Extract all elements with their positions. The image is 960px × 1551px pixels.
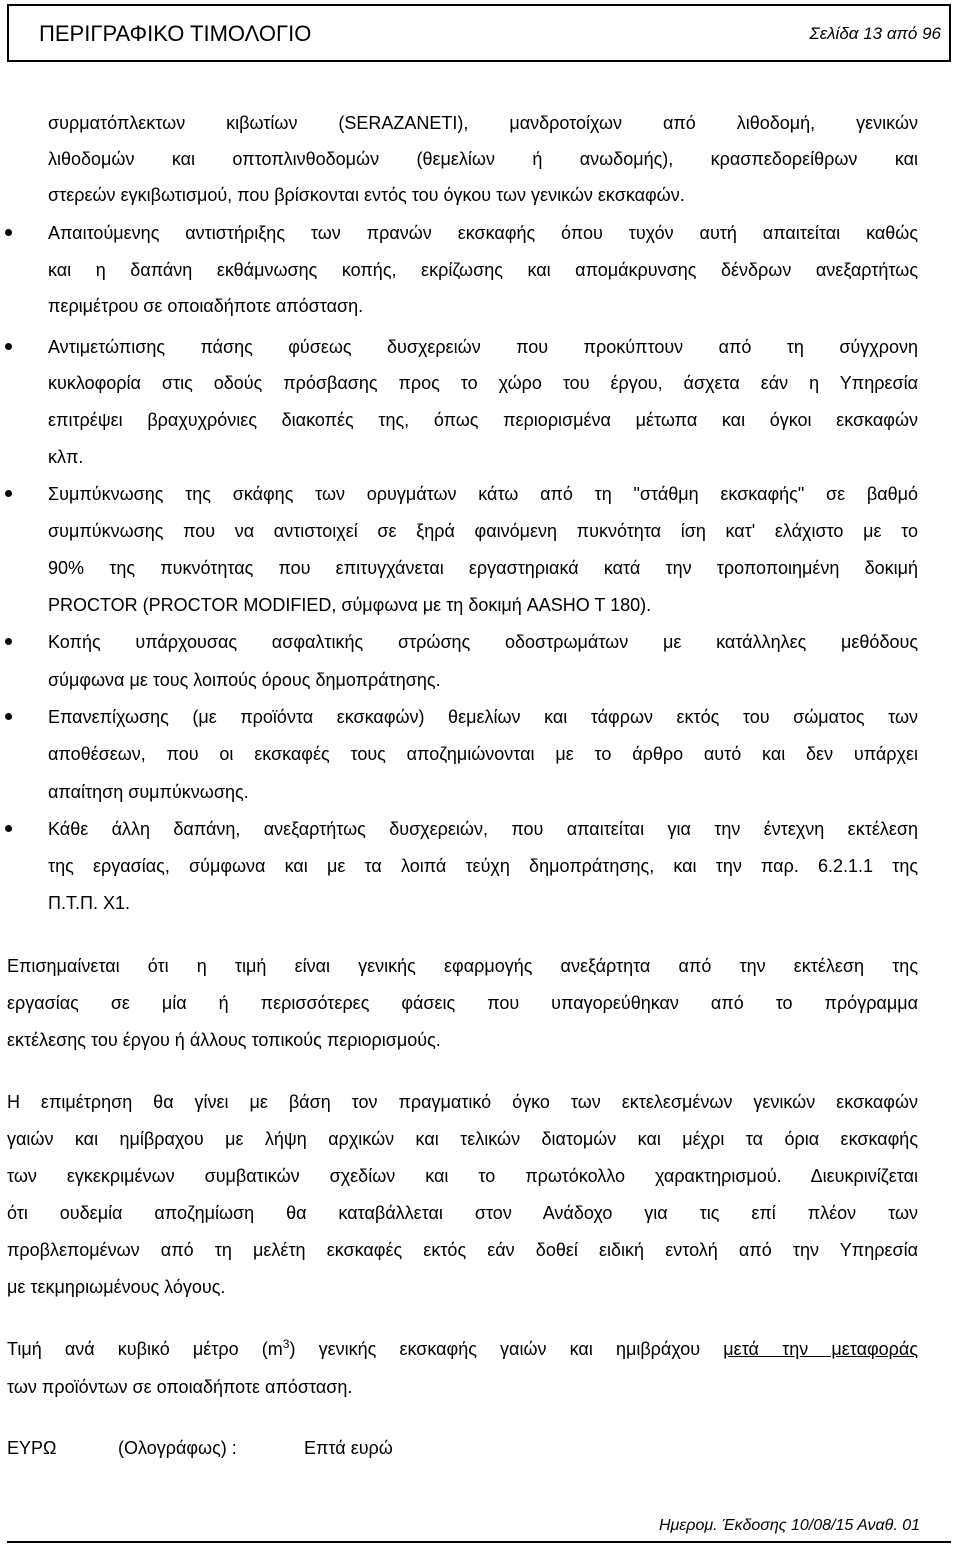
text-line: εργασίας σε μία ή περισσότερες φάσεις που υπαγορεύθηκαν από το πρόγραμμα [7,993,918,1013]
text-line: συμπύκνωσης που να αντιστοιχεί σε ξηρά φαινόμενη πυκνότητα ίση κατ' ελάχιστο με το [48,521,918,541]
text-line: Κοπής υπάρχουσας ασφαλτικής στρώσης οδοστρωμάτων με κατάλληλες μεθόδους [48,632,918,652]
text-line: των εγκεκριμένων συμβατικών σχεδίων και το πρωτόκολλο χαρακτηρισμού. Διευκρινίζεται [7,1166,918,1186]
bullet-icon [5,713,12,720]
document-title: ΠΕΡΙΓΡΑΦΙΚΟ ΤΙΜΟΛΟΓΙΟ [39,21,312,46]
text-line: κυκλοφορία στις οδούς πρόσβασης προς το χώρο του έργου, άσχετα εάν η Υπηρεσία [48,373,918,393]
bullet-icon [5,229,12,236]
currency-label: ΕΥΡΩ [7,1438,57,1458]
text-line: των προϊόντων σε οποιαδήποτε απόσταση. [7,1377,353,1397]
text-line: σύμφωνα με τους λοιπούς όρους δημοπράτησης. [48,670,441,690]
text-line: εκτέλεσης του έργου ή άλλους τοπικούς περιορισμούς. [7,1030,441,1050]
price-line [7,1338,918,1360]
text-line: Απαιτούμενης αντιστήριξης των πρανών εκσκαφής όπου τυχόν αυτή απαιτείται καθώς [48,223,918,243]
text-line: Συμπύκνωσης της σκάφης των ορυγμάτων κάτω από τη "στάθμη εκσκαφής" σε βαθμό [48,484,918,504]
text-line: συρματόπλεκτων κιβωτίων (SERAZANETI), μανδροτοίχων από λιθοδομή, γενικών [48,113,918,133]
amount-words-label: (Ολογράφως) : [118,1438,237,1458]
text-line: απαίτηση συμπύκνωσης. [48,782,249,802]
text-line: ότι ουδεμία αποζημίωση θα καταβάλλεται στον Ανάδοχο για τις επί πλέον των [7,1203,918,1223]
text-line: Η επιμέτρηση θα γίνει με βάση τον πραγματικό όγκο των εκτελεσμένων γενικών εκσκαφών [7,1092,918,1112]
bullet-icon [5,343,12,350]
price-underlined: μετά την μεταφοράς [723,1339,919,1359]
text-line: της εργασίας, σύμφωνα και με τα λοιπά τεύχη δημοπράτησης, και την παρ. 6.2.1.1 της [48,856,918,876]
amount-words-value: Επτά ευρώ [304,1438,393,1458]
issue-date-footer: Ημερομ. Έκδοσης 10/08/15 Αναθ. 01 [658,1517,920,1534]
text-line: κλπ. [48,447,84,467]
text-line: αποθέσεων, που οι εκσκαφές τους αποζημιώνονται με το άρθρο αυτό και δεν υπάρχει [48,744,918,764]
price-prefix: Τιμή ανά κυβικό μέτρο (m [7,1339,283,1359]
text-line: περιμέτρου σε οποιαδήποτε απόσταση. [48,296,364,316]
text-line: Κάθε άλλη δαπάνη, ανεξαρτήτως δυσχερειών, που απαιτείται για την έντεχνη εκτέλεση [48,819,918,839]
text-line: επιτρέψει βραχυχρόνιες διακοπές της, όπως περιορισμένα μέτωπα και όγκοι εκσκαφών [48,410,918,430]
bullet-icon [5,825,12,832]
text-line: στερεών εγκιβωτισμού, που βρίσκονται εντός του όγκου των γενικών εκσκαφών. [48,185,685,205]
text-line: με τεκμηριωμένους λόγους. [7,1277,226,1297]
bullet-icon [5,490,12,497]
text-line: PROCTOR (PROCTOR MODIFIED, σύμφωνα με τη δοκιμή AASHO T 180). [48,595,652,615]
price-middle: ) γενικής εκσκαφής γαιών και ημιβράχου [289,1339,724,1359]
text-line: Επισημαίνεται ότι η τιμή είναι γενικής εφαρμογής ανεξάρτητα από την εκτέλεση της [7,956,918,976]
text-line: Επανεπίχωσης (με προϊόντα εκσκαφών) θεμελίων και τάφρων εκτός του σώματος των [48,707,918,727]
text-line: προβλεπομένων από τη μελέτη εκσκαφές εκτός εάν δοθεί ειδική εντολή από την Υπηρεσία [7,1240,918,1260]
footer-divider [7,1541,951,1543]
page-number: Σελίδα 13 από 96 [809,24,941,43]
text-line: και η δαπάνη εκθάμνωσης κοπής, εκρίζωσης και απομάκρυνσης δένδρων ανεξαρτήτως [48,260,918,280]
bullet-icon [5,638,12,645]
text-line: γαιών και ημίβραχου με λήψη αρχικών και τελικών διατομών και μέχρι τα όρια εκσκαφής [7,1129,918,1149]
text-line: Π.Τ.Π. Χ1. [48,893,131,913]
unit-exponent: 3 [282,1337,290,1351]
text-line: 90% της πυκνότητας που επιτυγχάνεται εργαστηριακά κατά την τροποποιημένη δοκιμή [48,558,918,578]
page-header [7,4,951,62]
text-line: Αντιμετώπισης πάσης φύσεως δυσχερειών που προκύπτουν από τη σύγχρονη [48,337,918,357]
text-line: λιθοδομών και οπτοπλινθοδομών (θεμελίων ή ανωδομής), κρασπεδορείθρων και [48,149,918,169]
